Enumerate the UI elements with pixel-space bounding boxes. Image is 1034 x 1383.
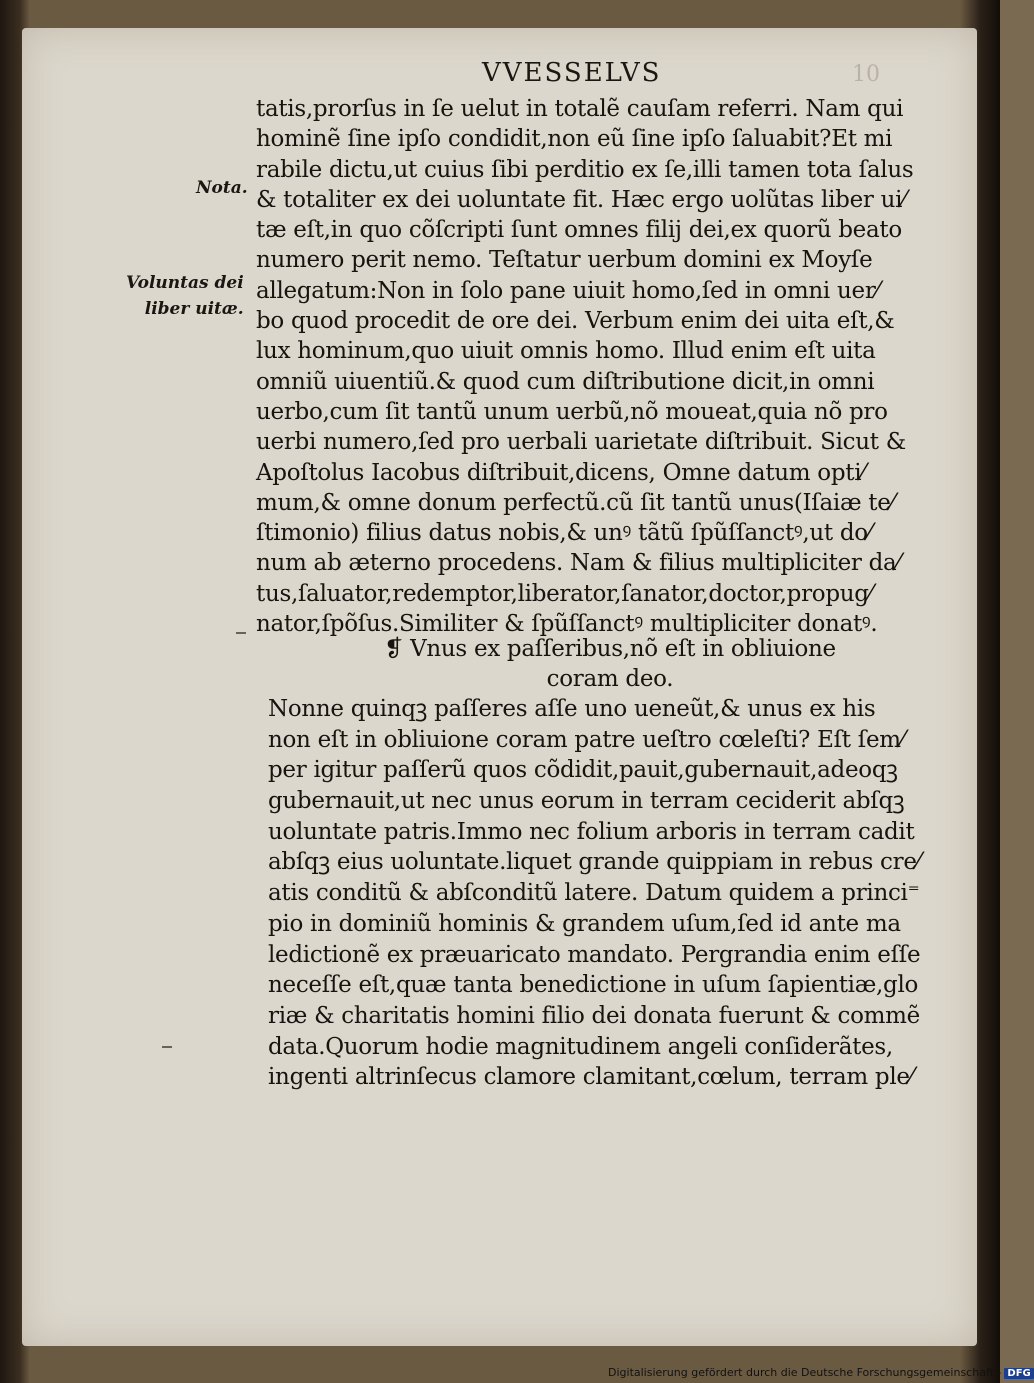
text-line: neceſſe eſt,quæ tanta benedictione in uſum ſapientiæ,glo bbox=[268, 972, 919, 999]
text-line: uoluntate patris.Immo nec folium arboris in terram cadit bbox=[268, 818, 915, 845]
section-heading bbox=[350, 634, 870, 695]
footer-credit bbox=[608, 1366, 1034, 1379]
text-line: atis conditũ & abſconditũ latere. Datum quidem a princi⁼ bbox=[268, 880, 920, 907]
text-line: uerbo,cum ſit tantũ unum uerbũ,nõ moueat,quia nõ pro bbox=[256, 398, 888, 425]
text-line: numero perit nemo. Teſtatur uerbum domini ex Moyſe bbox=[256, 247, 873, 274]
text-line: rabile dictu,ut cuius ſibi perditio ex ſe,illi tamen tota ſalus bbox=[256, 156, 914, 183]
running-head: VVESSELVS bbox=[482, 58, 662, 88]
text-line: coram deo. bbox=[546, 666, 674, 693]
folio-bleed-through: 10 bbox=[852, 62, 880, 87]
text-line: gubernauit,ut nec unus eorum in terram ceciderit abſqꝫ bbox=[268, 788, 905, 815]
text-block-1 bbox=[256, 94, 921, 639]
text-line: pio in dominiũ hominis & grandem uſum,ſed id ante ma bbox=[268, 910, 901, 937]
margin-note-voluntas bbox=[126, 270, 244, 322]
text-line: non eſt in obliuione coram patre ueſtro cœleſti? Eſt ſem⁄ bbox=[268, 726, 905, 753]
text-line: ledictionẽ ex præuaricato mandato. Pergrandia enim eſſe bbox=[268, 941, 921, 968]
margin-mark bbox=[162, 1046, 172, 1048]
text-line: tatis,prorſus in ſe uelut in totalẽ cauſam referri. Nam qui bbox=[256, 96, 904, 122]
text-line: & totaliter ex dei uoluntate fit. Hæc ergo uolũtas liber ui⁄ bbox=[256, 186, 906, 213]
margin-note-voluntas-line2: liber uitæ. bbox=[144, 299, 244, 319]
text-line: omniũ uiuentiũ.& quod cum diſtributione dicit,in omni bbox=[256, 368, 875, 395]
margin-mark bbox=[236, 632, 246, 634]
text-line: mum,& omne donum perfectũ.cũ ſit tantũ unus(Iſaiæ te⁄ bbox=[256, 489, 895, 516]
text-line: data.Quorum hodie magnitudinem angeli conſiderãtes, bbox=[268, 1033, 893, 1060]
text-line: per igitur paſſerũ quos cõdidit,pauit,gubernauit,adeoqꝫ bbox=[268, 757, 898, 784]
text-line: tæ eſt,in quo cõſcripti ſunt omnes filij dei,ex quorũ beato bbox=[256, 217, 902, 244]
margin-note-voluntas-line1: Voluntas dei bbox=[126, 273, 244, 293]
text-line: allegatum:Non in ſolo pane uiuit homo,ſed in omni uer⁄ bbox=[256, 277, 880, 304]
text-line: Apoſtolus Iacobus diſtribuit,dicens, Omne datum opti⁄ bbox=[256, 459, 865, 486]
margin-note-nota: Nota. bbox=[196, 178, 248, 198]
text-line: nator,ſpõſus.Similiter & ſpũſſanctꝰ multipliciter donatꝰ. bbox=[256, 611, 878, 638]
text-line: ❡ Vnus ex paſſeribus,nõ eſt in obliuione bbox=[384, 636, 836, 662]
text-line: tus,ſaluator,redemptor,liberator,ſanator,doctor,propug⁄ bbox=[256, 580, 873, 607]
text-line: hominẽ ſine ipſo condidit,non eũ ſine ipſo ſaluabit?Et mi bbox=[256, 126, 893, 153]
text-line: riæ & charitatis homini filio dei donata fuerunt & commẽ bbox=[268, 1002, 920, 1029]
text-line: lux hominum,quo uiuit omnis homo. Illud enim eſt uita bbox=[256, 338, 876, 365]
footer-text: Digitalisierung gefördert durch die Deutsche Forschungsgemeinschaft - bbox=[608, 1366, 1002, 1379]
text-line: num ab æterno procedens. Nam & filius multipliciter da⁄ bbox=[256, 550, 900, 577]
text-line: abſqꝫ eius uoluntate.liquet grande quippiam in rebus cre⁄ bbox=[268, 849, 921, 876]
text-line: ſtimonio) filius datus nobis,& unꝰ tãtũ ſpũſſanctꝰ,ut do⁄ bbox=[256, 520, 872, 547]
text-block-2 bbox=[268, 694, 928, 1093]
text-line: ingenti altrinſecus clamore clamitant,cœlum, terram ple⁄ bbox=[268, 1064, 914, 1091]
text-line: Nonne quinqꝫ paſſeres aſſe uno ueneũt,& unus ex his bbox=[268, 696, 876, 722]
text-line: bo quod procedit de ore dei. Verbum enim dei uita eſt,& bbox=[256, 308, 895, 335]
text-line: uerbi numero,ſed pro uerbali uarietate diſtribuit. Sicut & bbox=[256, 429, 906, 456]
dfg-logo: DFG bbox=[1004, 1368, 1033, 1379]
